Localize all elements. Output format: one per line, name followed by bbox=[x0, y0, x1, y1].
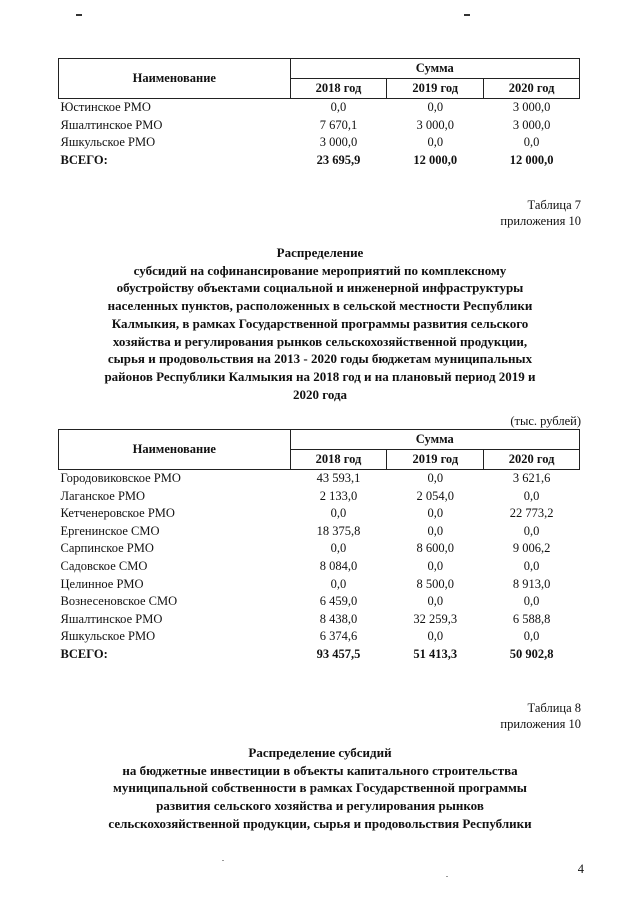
table-row bbox=[59, 99, 580, 117]
column-header-year: 2019 год bbox=[387, 450, 484, 470]
value-2018: 8 084,0 bbox=[319, 558, 358, 573]
column-header-name: Наименование bbox=[59, 59, 291, 99]
value-2018: 6 374,6 bbox=[319, 629, 358, 644]
value-2020: 0,0 bbox=[523, 558, 540, 573]
value-2020: 3 000,0 bbox=[512, 117, 551, 132]
row-name: Юстинское РМО bbox=[60, 99, 151, 114]
table-row bbox=[59, 558, 580, 576]
total-row bbox=[59, 646, 580, 664]
title-line: населенных пунктов, расположенных в сельской местности Республики bbox=[107, 298, 533, 314]
title-line: субсидий на софинансирование мероприятий по комплексному bbox=[133, 262, 507, 278]
section-7-title bbox=[0, 244, 640, 403]
value-2019: 0,0 bbox=[427, 470, 444, 485]
row-name: Городовиковское РМО bbox=[60, 470, 181, 485]
total-row bbox=[59, 152, 580, 170]
title-line: сельскохозяйственной продукции, сырья и продовольствия Республики bbox=[108, 815, 532, 831]
value-2019: 0,0 bbox=[427, 558, 444, 573]
value-2018: 23 695,9 bbox=[316, 152, 361, 167]
column-header-sum: Сумма bbox=[290, 59, 579, 79]
row-name: Вознесеновское СМО bbox=[60, 594, 178, 609]
table-row bbox=[59, 540, 580, 558]
row-name: Кетченеровское РМО bbox=[60, 506, 175, 521]
column-header-year: 2018 год bbox=[290, 450, 387, 470]
value-2018: 8 438,0 bbox=[319, 611, 358, 626]
scan-speck bbox=[446, 876, 448, 877]
value-2018: 3 000,0 bbox=[319, 135, 358, 150]
value-2019: 3 000,0 bbox=[416, 117, 455, 132]
title-line: развития сельского хозяйства и регулирования рынков bbox=[156, 798, 484, 814]
scan-mark bbox=[76, 14, 82, 16]
title-line: районов Республики Калмыкия на 2018 год и на плановый период 2019 и bbox=[104, 368, 536, 384]
subsidy-table-7 bbox=[58, 429, 580, 664]
column-header-year: 2020 год bbox=[484, 450, 580, 470]
value-2020: 8 913,0 bbox=[512, 576, 551, 591]
value-2020: 6 588,8 bbox=[512, 611, 551, 626]
row-name: ВСЕГО: bbox=[60, 152, 108, 167]
title-line: муниципальной собственности в рамках Государственной программы bbox=[113, 780, 527, 796]
value-2019: 2 054,0 bbox=[416, 488, 455, 503]
title-line: Распределение субсидий bbox=[248, 745, 392, 760]
scan-mark bbox=[464, 14, 470, 16]
value-2020: 12 000,0 bbox=[509, 152, 554, 167]
column-header-sum: Сумма bbox=[290, 430, 579, 450]
table-7-label bbox=[500, 197, 581, 229]
value-2018: 93 457,5 bbox=[316, 646, 361, 661]
table-continued bbox=[58, 58, 580, 169]
value-2019: 0,0 bbox=[427, 135, 444, 150]
row-name: Яшалтинское РМО bbox=[60, 611, 163, 626]
value-2020: 0,0 bbox=[523, 594, 540, 609]
row-name: Яшалтинское РМО bbox=[60, 117, 163, 132]
value-2019: 32 259,3 bbox=[413, 611, 458, 626]
table-row bbox=[59, 576, 580, 594]
title-line: хозяйства и регулирования рынков сельскохозяйственной продукции, bbox=[112, 333, 528, 349]
appendix-ref: приложения 10 bbox=[500, 717, 581, 731]
value-2018: 0,0 bbox=[330, 576, 347, 591]
value-2020: 0,0 bbox=[523, 135, 540, 150]
page-number: 4 bbox=[577, 862, 584, 876]
value-2020: 0,0 bbox=[523, 488, 540, 503]
value-2019: 0,0 bbox=[427, 594, 444, 609]
table-number: Таблица 8 bbox=[527, 701, 581, 715]
title-line: на бюджетные инвестиции в объекты капитального строительства bbox=[122, 762, 518, 778]
value-2019: 51 413,3 bbox=[413, 646, 458, 661]
row-name: Лаганское РМО bbox=[60, 488, 146, 503]
value-2019: 0,0 bbox=[427, 99, 444, 114]
table-row bbox=[59, 523, 580, 541]
value-2018: 0,0 bbox=[330, 541, 347, 556]
value-2019: 8 500,0 bbox=[416, 576, 455, 591]
table-row bbox=[59, 628, 580, 646]
table-row bbox=[59, 611, 580, 629]
value-2018: 18 375,8 bbox=[316, 523, 361, 538]
appendix-ref: приложения 10 bbox=[500, 214, 581, 228]
value-2020: 50 902,8 bbox=[509, 646, 554, 661]
table-row bbox=[59, 134, 580, 152]
column-header-name: Наименование bbox=[59, 430, 291, 470]
value-2020: 22 773,2 bbox=[509, 506, 554, 521]
value-2018: 2 133,0 bbox=[319, 488, 358, 503]
table-row bbox=[59, 470, 580, 488]
value-2019: 12 000,0 bbox=[413, 152, 458, 167]
row-name: ВСЕГО: bbox=[60, 646, 108, 661]
title-line: Калмыкия, в рамках Государственной программы развития сельского bbox=[111, 315, 529, 331]
table-8-label bbox=[500, 700, 581, 732]
row-name: Сарпинское РМО bbox=[60, 541, 154, 556]
value-2018: 0,0 bbox=[330, 506, 347, 521]
scan-speck bbox=[222, 860, 224, 861]
row-name: Садовское СМО bbox=[60, 558, 148, 573]
value-2019: 0,0 bbox=[427, 629, 444, 644]
table-number: Таблица 7 bbox=[527, 198, 581, 212]
value-2020: 3 621,6 bbox=[512, 470, 551, 485]
table-row bbox=[59, 505, 580, 523]
title-line: 2020 года bbox=[292, 386, 348, 402]
title-line: Распределение bbox=[276, 245, 364, 260]
value-2018: 6 459,0 bbox=[319, 594, 358, 609]
row-name: Целинное РМО bbox=[60, 576, 144, 591]
value-2019: 8 600,0 bbox=[416, 541, 455, 556]
row-name: Ергенинское СМО bbox=[60, 523, 160, 538]
value-2019: 0,0 bbox=[427, 523, 444, 538]
value-2018: 43 593,1 bbox=[316, 470, 361, 485]
value-2018: 7 670,1 bbox=[319, 117, 358, 132]
value-2020: 0,0 bbox=[523, 629, 540, 644]
column-header-year: 2020 год bbox=[484, 79, 580, 99]
section-8-title bbox=[0, 744, 640, 833]
value-2020: 3 000,0 bbox=[512, 99, 551, 114]
column-header-year: 2018 год bbox=[290, 79, 387, 99]
row-name: Яшкульское РМО bbox=[60, 629, 156, 644]
title-line: обустройству объектами социальной и инженерной инфраструктуры bbox=[116, 280, 524, 296]
table-row bbox=[59, 488, 580, 506]
table-row bbox=[59, 593, 580, 611]
value-2019: 0,0 bbox=[427, 506, 444, 521]
table-row bbox=[59, 117, 580, 135]
title-line: сырья и продовольствия на 2013 - 2020 годы бюджетам муниципальных bbox=[107, 351, 533, 367]
row-name: Яшкульское РМО bbox=[60, 135, 156, 150]
value-2018: 0,0 bbox=[330, 99, 347, 114]
units-label: (тыс. рублей) bbox=[510, 414, 581, 428]
value-2020: 0,0 bbox=[523, 523, 540, 538]
value-2020: 9 006,2 bbox=[512, 541, 551, 556]
column-header-year: 2019 год bbox=[387, 79, 484, 99]
